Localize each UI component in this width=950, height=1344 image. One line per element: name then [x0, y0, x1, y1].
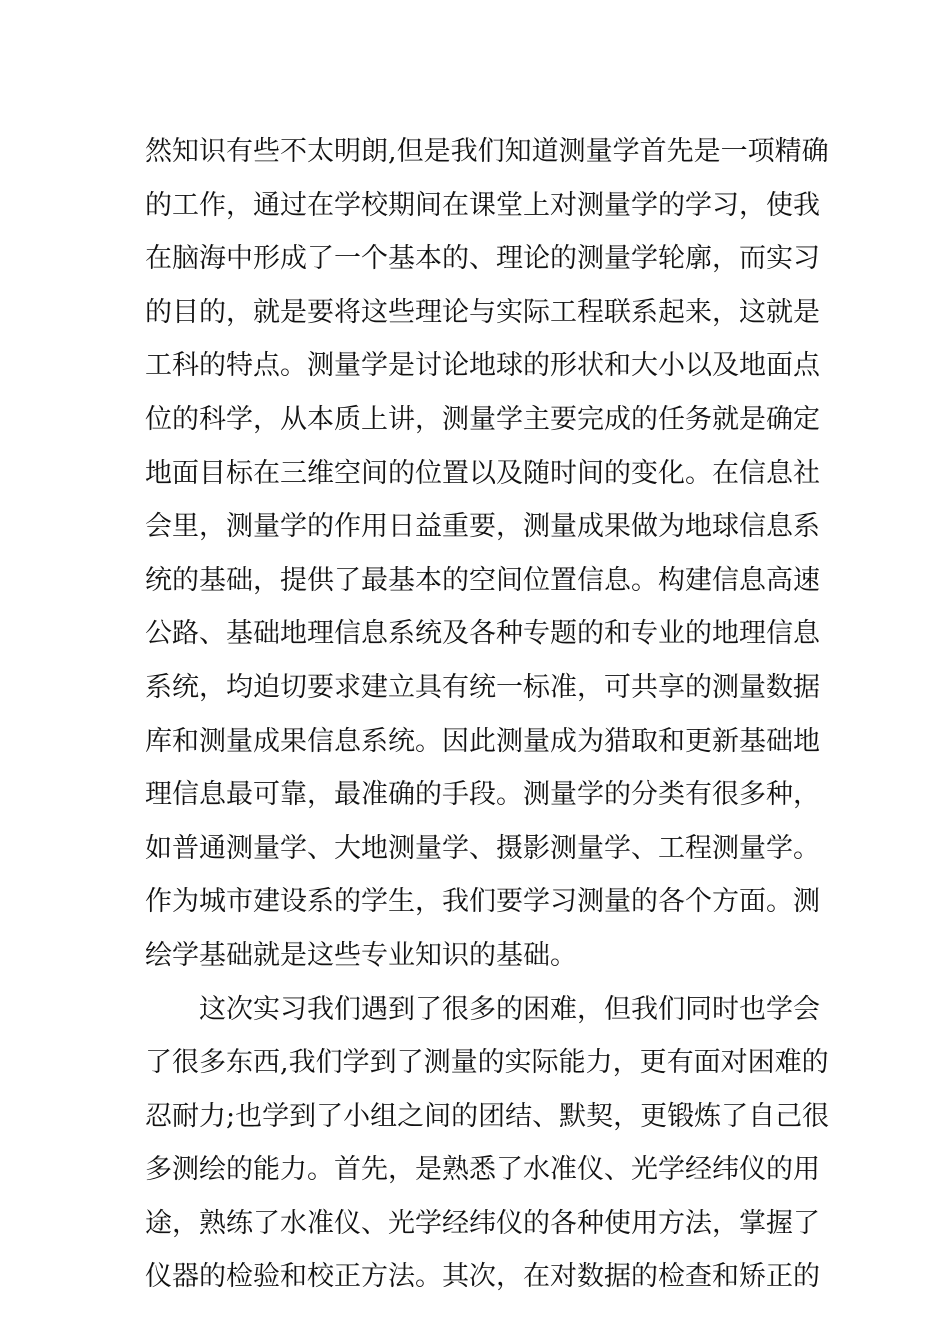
text-line: 系统，均迫切要求建立具有统一标准，可共享的测量数据 — [145, 671, 820, 703]
text-line: 绘学基础就是这些专业知识的基础。 — [145, 939, 577, 971]
text-line: 仪器的检验和校正方法。其次，在对数据的检查和矫正的 — [145, 1261, 820, 1293]
text-line: 工科的特点。测量学是讨论地球的形状和大小以及地面点 — [145, 350, 820, 382]
text-line: 会里，测量学的作用日益重要，测量成果做为地球信息系 — [145, 511, 820, 543]
text-line: 多测绘的能力。首先，是熟悉了水准仪、光学经纬仪的用 — [145, 1154, 820, 1186]
paragraph-1 — [145, 125, 829, 983]
text-line: 这次实习我们遇到了很多的困难，但我们同时也学会 — [199, 993, 820, 1025]
text-line: 地面目标在三维空间的位置以及随时间的变化。在信息社 — [145, 457, 820, 489]
text-line: 的工作，通过在学校期间在课堂上对测量学的学习，使我 — [145, 189, 820, 221]
paragraph-2 — [145, 983, 830, 1305]
text-line: 了很多东西,我们学到了测量的实际能力，更有面对困难的 — [145, 1047, 829, 1079]
text-line: 理信息最可靠，最准确的手段。测量学的分类有很多种， — [145, 779, 820, 811]
document-body — [145, 125, 830, 1304]
text-line: 公路、基础地理信息系统及各种专题的和专业的地理信息 — [145, 618, 820, 650]
text-line: 忍耐力;也学到了小组之间的团结、默契，更锻炼了自己很 — [145, 1100, 830, 1132]
text-line: 的目的，就是要将这些理论与实际工程联系起来，这就是 — [145, 296, 820, 328]
text-line: 统的基础，提供了最基本的空间位置信息。构建信息高速 — [145, 564, 820, 596]
text-line: 途，熟练了水准仪、光学经纬仪的各种使用方法，掌握了 — [145, 1207, 820, 1239]
text-line: 库和测量成果信息系统。因此测量成为猎取和更新基础地 — [145, 725, 820, 757]
text-line: 如普通测量学、大地测量学、摄影测量学、工程测量学。 — [145, 832, 820, 864]
text-line: 作为城市建设系的学生，我们要学习测量的各个方面。测 — [145, 886, 820, 918]
text-line: 在脑海中形成了一个基本的、理论的测量学轮廓，而实习 — [145, 243, 820, 275]
text-line: 然知识有些不太明朗,但是我们知道测量学首先是一项精确 — [145, 136, 829, 167]
text-line: 位的科学，从本质上讲，测量学主要完成的任务就是确定 — [145, 403, 820, 435]
